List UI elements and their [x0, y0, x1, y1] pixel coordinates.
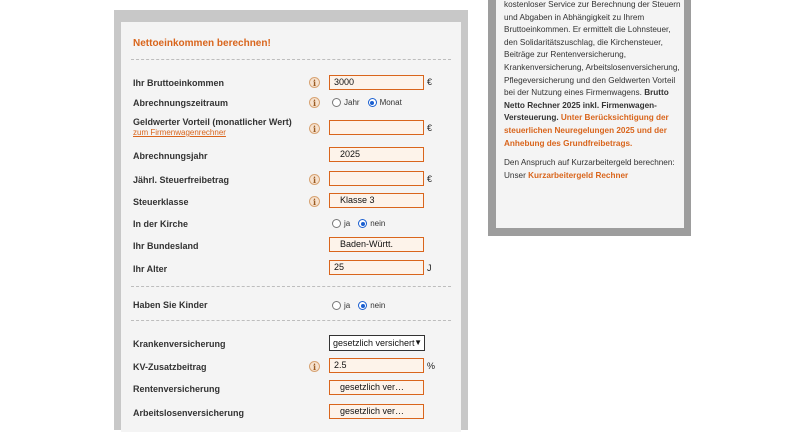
state-select[interactable]: Baden-Württ. — [329, 237, 424, 252]
children-radio-group — [332, 301, 390, 310]
health-insurance-select[interactable] — [329, 335, 425, 351]
radio-jahr-label: Jahr — [344, 98, 360, 107]
tax-allowance-input[interactable] — [329, 171, 424, 186]
divider — [131, 286, 451, 287]
calculator-title: Nettoeinkommen berechnen! — [133, 38, 271, 49]
state-label: Ihr Bundesland — [133, 241, 199, 251]
age-input[interactable]: 25 — [329, 260, 424, 275]
billing-period-label: Abrechnungszeitraum — [133, 98, 229, 108]
net-income-calculator — [121, 22, 461, 432]
info-icon[interactable]: i — [309, 97, 320, 108]
unemployment-insurance-select[interactable]: gesetzlich ver… — [329, 404, 424, 419]
health-insurance-value: gesetzlich versichert — [333, 338, 415, 348]
radio-church-ja[interactable] — [332, 219, 341, 228]
billing-year-label: Abrechnungsjahr — [133, 151, 208, 161]
currency-unit: € — [427, 123, 433, 133]
tax-class-select[interactable]: Klasse 3 — [329, 193, 424, 208]
tax-class-label: Steuerklasse — [133, 197, 189, 207]
radio-monat-label: Monat — [379, 98, 402, 107]
unemployment-insurance-label: Arbeitslosenversicherung — [133, 408, 245, 418]
sidebar-info-box — [496, 0, 684, 228]
sidebar-text — [504, 0, 682, 182]
divider — [131, 320, 451, 321]
radio-children-nein-label: nein — [370, 301, 386, 310]
gross-income-label: Ihr Bruttoeinkommen — [133, 78, 225, 88]
health-insurance-label: Krankenversicherung — [133, 339, 226, 349]
billing-year-select[interactable]: 2025 — [329, 147, 424, 162]
sidebar-intro: kostenloser Service zur Berechnung der Steuern und Abgaben in Abhängigkeit zu Ihrem Bruttoeinkommen. Er ermittelt die Lohnsteuer, den Solidaritätszuschlag, die Kirchensteuer, Beiträge zur Rentenversicherung, Krankenversicherung, Arbeitslosenversicherung, Pflegeversicherung und den Geldwerten Vorteil bei der Nutzung eines Firmenwagens. — [504, 0, 681, 98]
children-label: Haben Sie Kinder — [133, 300, 208, 310]
health-surcharge-label: KV-Zusatzbeitrag — [133, 362, 207, 372]
percent-unit: % — [427, 361, 436, 371]
church-radio-group — [332, 219, 390, 228]
chevron-down-icon: ▼ — [414, 338, 422, 347]
radio-children-nein[interactable] — [358, 301, 367, 310]
benefit-in-kind-input[interactable] — [329, 120, 424, 135]
gross-income-input[interactable]: 3000 — [329, 75, 424, 90]
currency-unit: € — [427, 174, 433, 184]
radio-children-ja[interactable] — [332, 301, 341, 310]
sidebar-highlight: Unter Berücksichtigung der steuerlichen Neuregelungen 2025 und der Anhebung des Grundfreibetrags. — [504, 113, 669, 148]
radio-church-nein[interactable] — [358, 219, 367, 228]
radio-church-ja-label: ja — [344, 219, 351, 228]
info-icon[interactable]: i — [309, 123, 320, 134]
kurzarbeit-link[interactable]: Kurzarbeitergeld Rechner — [528, 170, 629, 180]
radio-monat[interactable] — [368, 98, 377, 107]
age-unit: J — [427, 263, 432, 273]
pension-insurance-label: Rentenversicherung — [133, 384, 221, 394]
company-car-calculator-link[interactable]: zum Firmenwagenrechner — [133, 128, 226, 137]
pension-insurance-select[interactable]: gesetzlich ver… — [329, 380, 424, 395]
radio-church-nein-label: nein — [370, 219, 386, 228]
info-icon[interactable]: i — [309, 77, 320, 88]
radio-jahr[interactable] — [332, 98, 341, 107]
church-label: In der Kirche — [133, 219, 189, 229]
sidebar-bold-text: Brutto Netto Rechner 2025 inkl. Firmenwagen-Versteuerung. — [504, 88, 669, 123]
divider — [131, 59, 451, 60]
info-icon[interactable]: i — [309, 361, 320, 372]
billing-period-radio-group — [332, 98, 407, 107]
currency-unit: € — [427, 77, 433, 87]
radio-children-ja-label: ja — [344, 301, 351, 310]
info-icon[interactable]: i — [309, 174, 320, 185]
benefit-in-kind-label: Geldwerter Vorteil (monatlicher Wert) — [133, 117, 292, 127]
tax-allowance-label: Jährl. Steuerfreibetrag — [133, 175, 230, 185]
health-surcharge-input[interactable]: 2.5 — [329, 358, 424, 373]
age-label: Ihr Alter — [133, 264, 168, 274]
info-icon[interactable]: i — [309, 196, 320, 207]
kurzarbeit-text: Den Anspruch auf Kurzarbeitergeld berechnen: Unser — [504, 158, 675, 180]
